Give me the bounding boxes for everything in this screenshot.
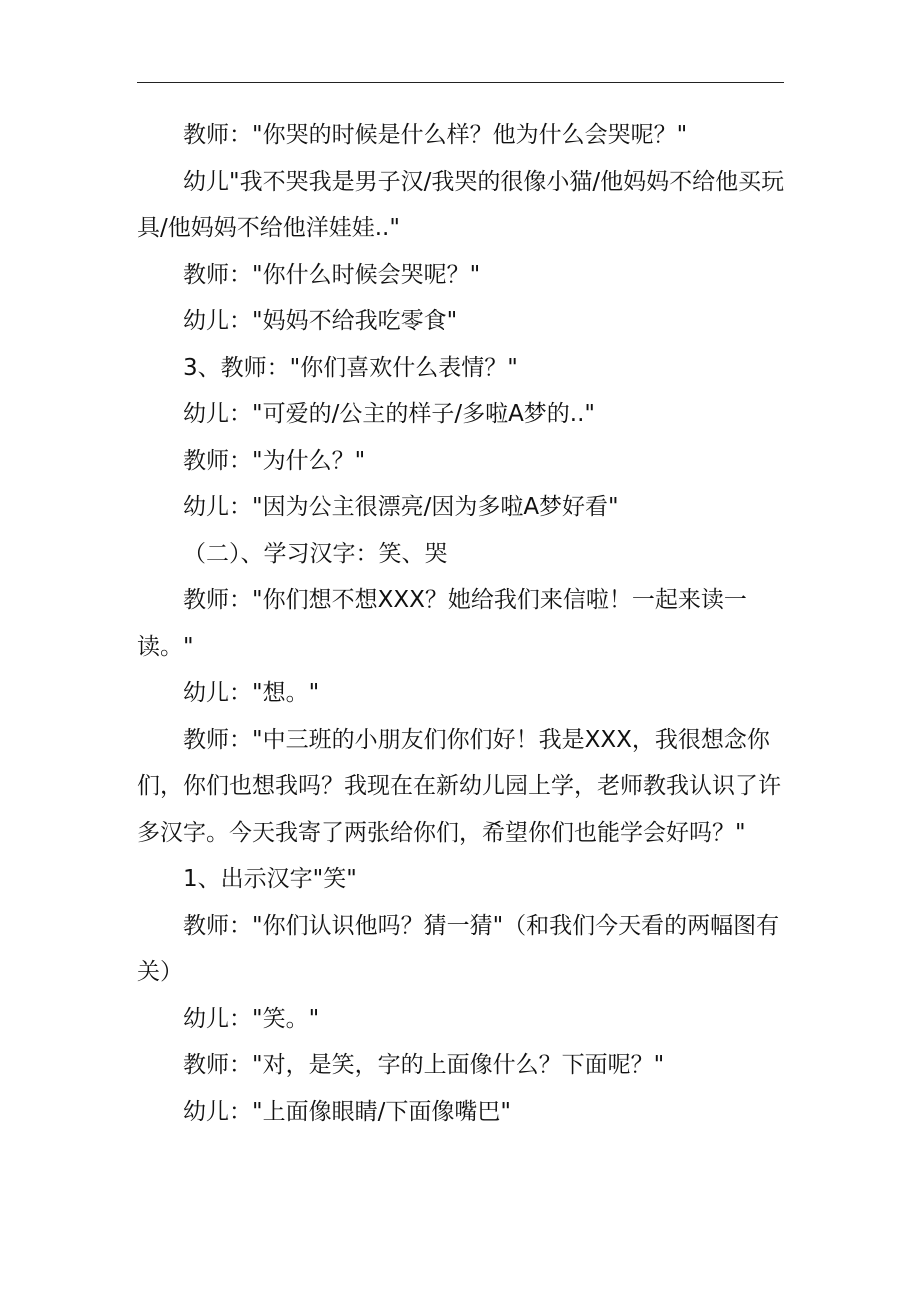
- paragraph: 幼儿："上面像眼睛/下面像嘴巴": [183, 1098, 511, 1125]
- paragraph: 教师："你哭的时候是什么样？他为什么会哭呢？": [183, 122, 688, 148]
- section-heading: （二）、学习汉字：笑、哭: [183, 540, 448, 567]
- document-body: [137, 112, 787, 1135]
- paragraph: 幼儿"我不哭我是男子汉/我哭的很像小猫/他妈妈不给他买玩具/他妈妈不给他洋娃娃..": [137, 168, 785, 241]
- paragraph: 幼儿："妈妈不给我吃零食": [183, 308, 458, 334]
- paragraph: 教师："你们想不想XXX？她给我们来信啦！一起来读一读。": [137, 587, 747, 660]
- paragraph: 3、教师："你们喜欢什么表情？": [183, 354, 518, 381]
- paragraph: 幼儿："笑。": [183, 1005, 320, 1032]
- paragraph: 教师："对，是笑，字的上面像什么？下面呢？": [183, 1052, 665, 1078]
- paragraph: 教师："你们认识他吗？猜一猜"（和我们今天看的两幅图有关）: [137, 912, 780, 985]
- paragraph: 教师："你什么时候会哭呢？": [183, 261, 481, 288]
- paragraph: 幼儿："可爱的/公主的样子/多啦A梦的..": [183, 401, 596, 427]
- paragraph: 教师："中三班的小朋友们你们好！我是XXX，我很想念你们，你们也想我吗？我现在在新幼儿园上学，老师教我认识了许多汉字。今天我寄了两张给你们，希望你们也能学会好吗？": [137, 726, 781, 846]
- paragraph: 1、出示汉字"笑": [183, 866, 357, 892]
- paragraph: 幼儿："想。": [183, 680, 320, 706]
- paragraph: 幼儿："因为公主很漂亮/因为多啦A梦好看": [183, 494, 619, 520]
- paragraph: 教师："为什么？": [183, 447, 366, 474]
- header-rule: [137, 82, 784, 83]
